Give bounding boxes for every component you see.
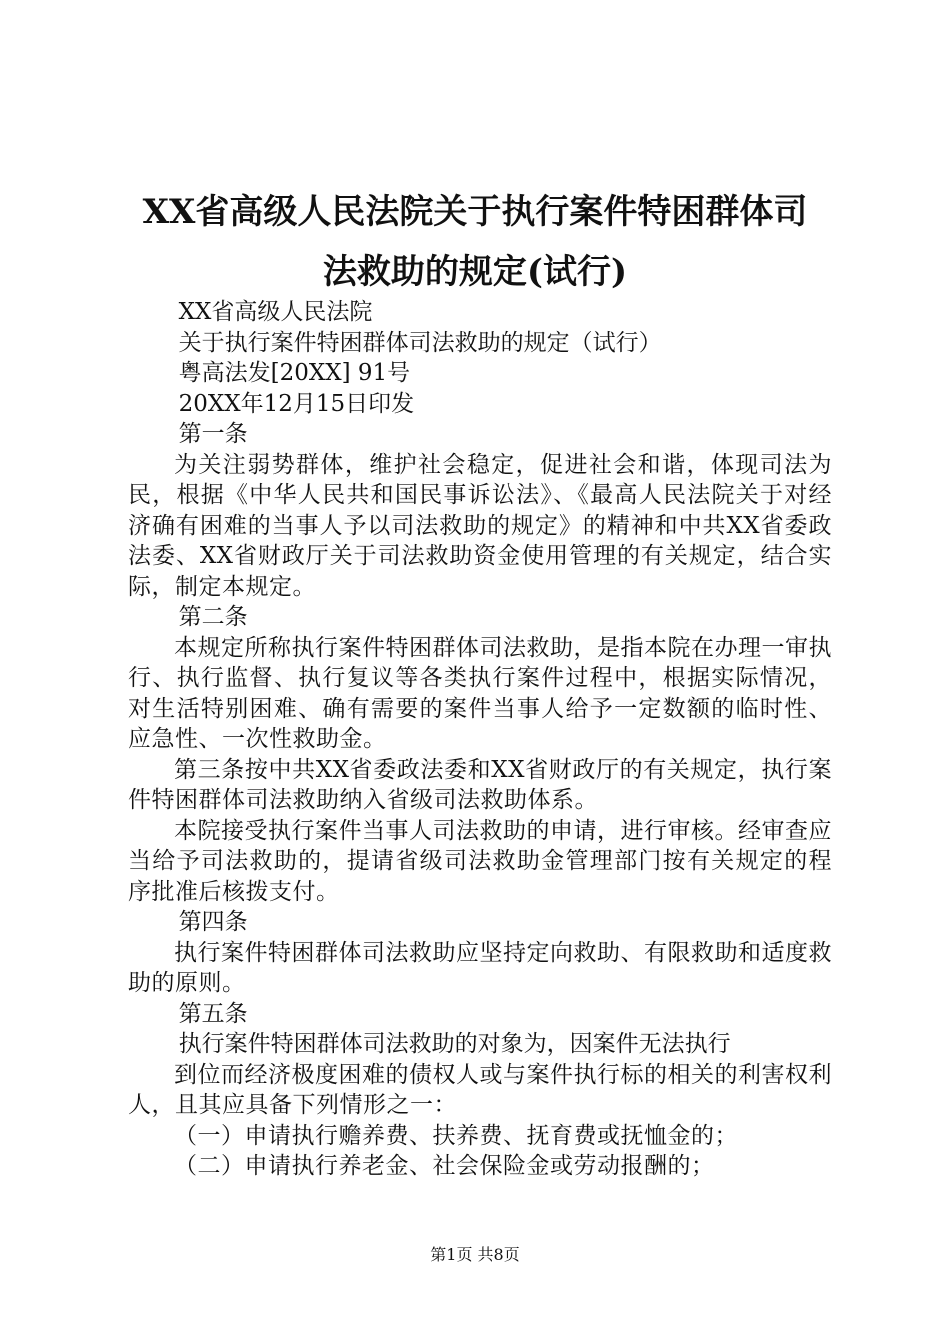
document-title (100, 182, 850, 302)
list-item: （一）申请执行赡养费、扶养费、抚育费或抚恤金的； (174, 1122, 738, 1149)
page-footer: 第1页 共8页 (430, 1245, 520, 1264)
article-heading: 第一条 (178, 421, 248, 447)
article-heading: 第四条 (178, 909, 248, 935)
subject-line: 关于执行案件特困群体司法救助的规定（试行） (178, 329, 662, 356)
paragraph: 执行案件特困群体司法救助的对象为，因案件无法执行 (178, 1031, 731, 1057)
title-line-1: XX省高级人民法院关于执行案件特困群体司 (142, 192, 808, 232)
article-heading: 第五条 (178, 1000, 248, 1027)
document-body (128, 297, 832, 1182)
paragraph: 执行案件特困群体司法救助应坚持定向救助、有限救助和适度救助的原则。 (128, 939, 832, 996)
paragraph: 到位而经济极度困难的债权人或与案件执行标的相关的利害权利人，且其应具备下列情形之一： (128, 1061, 832, 1118)
issue-date-line: 20XX年12月15日印发 (178, 390, 415, 417)
issuer-line: XX省高级人民法院 (178, 299, 373, 325)
list-item: （二）申请执行养老金、社会保险金或劳动报酬的； (174, 1153, 715, 1179)
title-line-2: 法救助的规定(试行) (322, 252, 628, 292)
article-heading: 第二条 (178, 604, 248, 630)
paragraph: 为关注弱势群体，维护社会稳定，促进社会和谐，体现司法为民，根据《中华人民共和国民事诉讼法》、《最高人民法院关于对经济确有困难的当事人予以司法救助的规定》的精神和中共XX省委政法委、XX省财政厅关于司法救助资金使用管理的有关规定，结合实际，制定本规定。 (128, 451, 832, 600)
document-number-line: 粤高法发[20XX] 91号 (178, 360, 411, 386)
paragraph: 本规定所称执行案件特困群体司法救助，是指本院在办理一审执行、执行监督、执行复议等各类执行案件过程中，根据实际情况，对生活特别困难、确有需要的案件当事人给予一定数额的临时性、应急性、一次性救助金。 (128, 634, 832, 752)
paragraph: 第三条按中共XX省委政法委和XX省财政厅的有关规定，执行案件特困群体司法救助纳入省级司法救助体系。 (128, 756, 832, 813)
paragraph: 本院接受执行案件当事人司法救助的申请，进行审核。经审查应当给予司法救助的，提请省级司法救助金管理部门按有关规定的程序批准后核拨支付。 (128, 817, 832, 905)
